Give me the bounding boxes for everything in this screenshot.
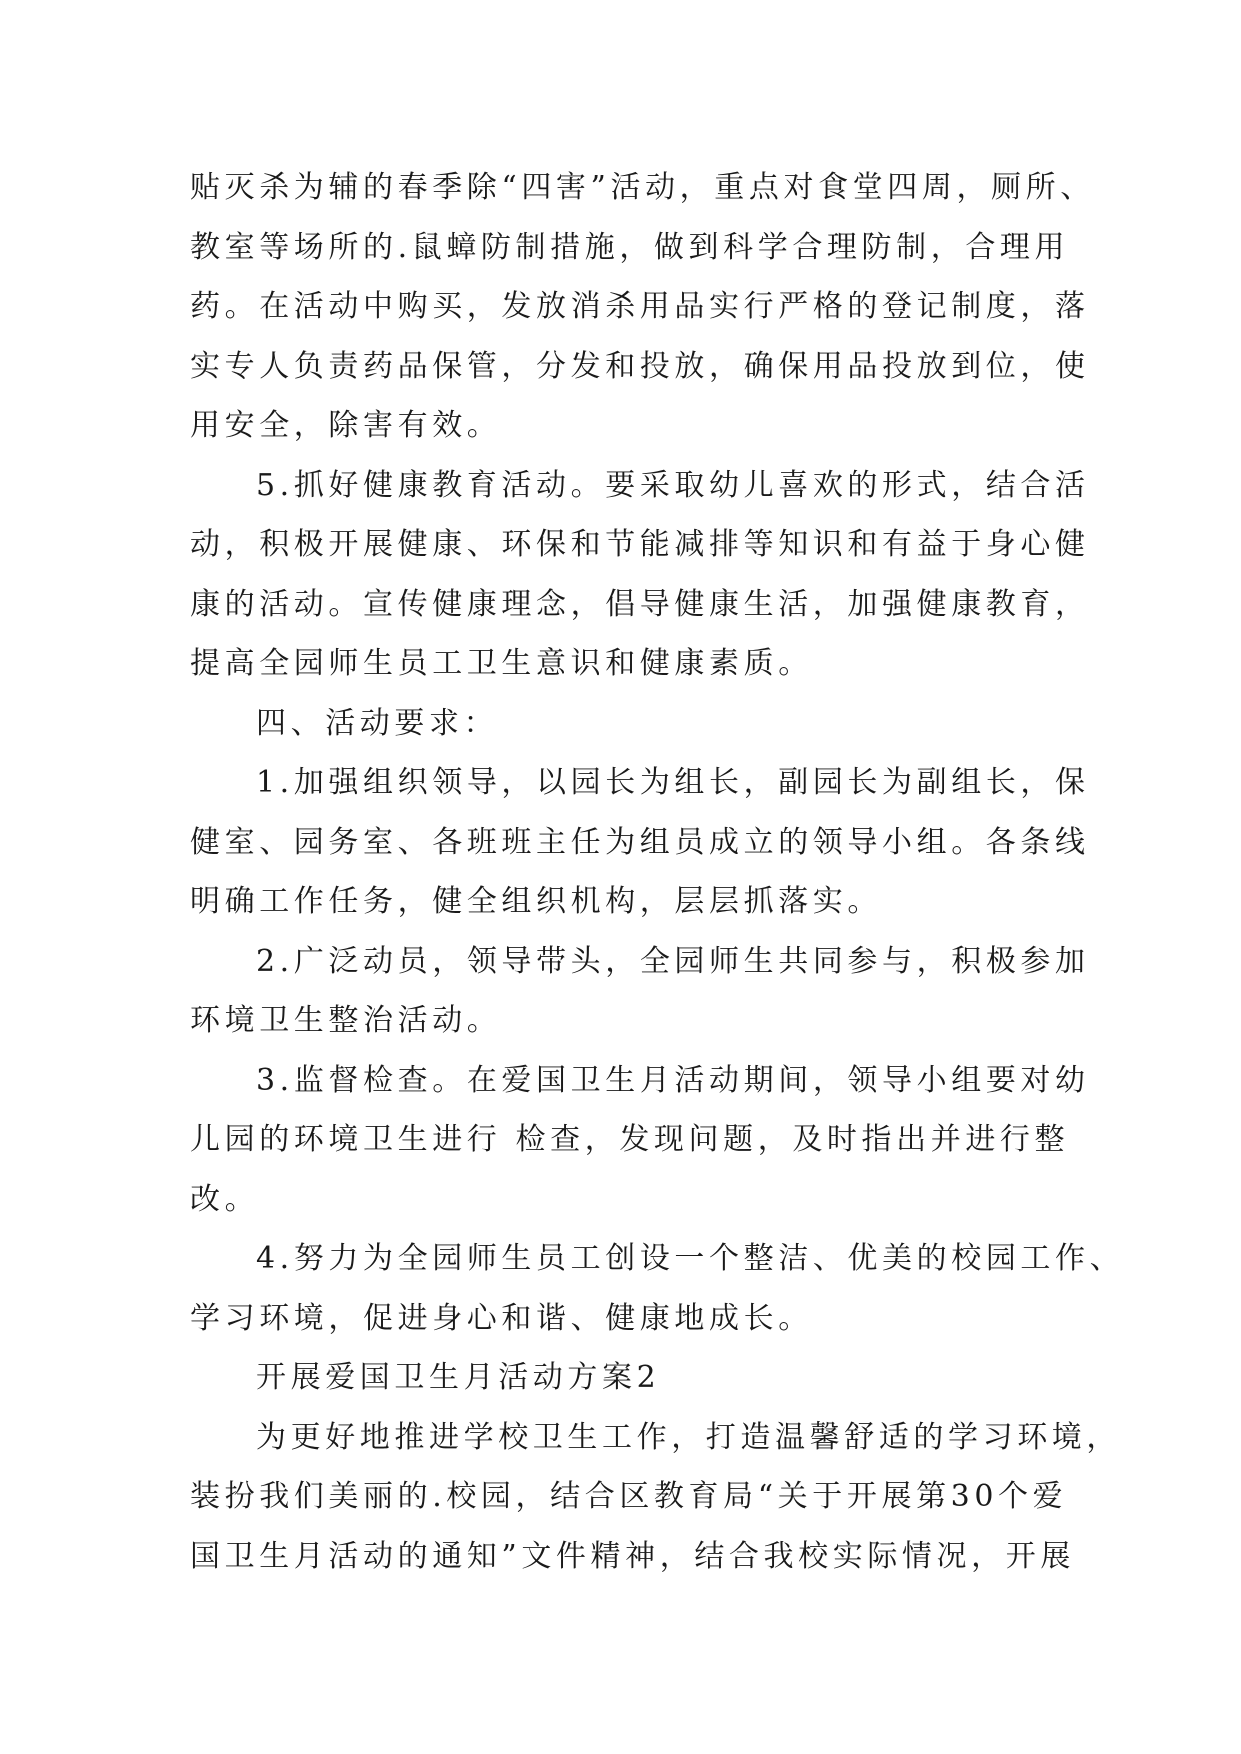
text-line: 3.监督检查。在爱国卫生月活动期间，领导小组要对幼: [256, 1062, 1090, 1098]
text-line: 康的活动。宣传健康理念，倡导健康生活，加强健康教育，: [190, 586, 1090, 622]
text-line: 明确工作任务，健全组织机构，层层抓落实。: [190, 884, 882, 919]
text-line: 用安全，除害有效。: [190, 408, 502, 443]
text-line: 健室、园务室、各班班主任为组员成立的领导小组。各条线: [190, 824, 1090, 860]
text-line: 4.努力为全园师生员工创设一个整洁、优美的校园工作、: [256, 1241, 1125, 1276]
text-line: 装扮我们美丽的.校园，结合区教育局“关于开展第30个爱: [190, 1479, 1068, 1514]
text-line: 药。在活动中购买，发放消杀用品实行严格的登记制度，落: [190, 289, 1090, 324]
text-line: 实专人负责药品保管，分发和投放，确保用品投放到位，使: [190, 348, 1090, 384]
text-line: 2.广泛动员，领导带头，全园师生共同参与，积极参加: [256, 943, 1090, 979]
text-line: 四、活动要求：: [256, 705, 499, 741]
text-line: 国卫生月活动的通知”文件精神，结合我校实际情况，开展: [190, 1538, 1075, 1574]
text-line: 改。: [190, 1181, 260, 1217]
text-line: 儿园的环境卫生进行 检查，发现问题，及时指出并进行整: [190, 1122, 1070, 1157]
text-line: 提高全园师生员工卫生意识和健康素质。: [190, 646, 813, 681]
text-line: 动，积极开展健康、环保和节能减排等知识和有益于身心健: [190, 527, 1090, 562]
document-body: [190, 158, 1125, 1586]
text-line: 学习环境，促进身心和谐、健康地成长。: [190, 1300, 813, 1336]
text-line: 开展爱国卫生月活动方案2: [256, 1360, 661, 1395]
text-line: 环境卫生整治活动。: [190, 1003, 502, 1038]
text-line: 贴灭杀为辅的春季除“四害”活动，重点对食堂四周，厕所、: [190, 170, 1095, 205]
text-line: 1.加强组织领导，以园长为组长，副园长为副组长，保: [256, 765, 1090, 800]
text-line: 为更好地推进学校卫生工作，打造温馨舒适的学习环境，: [256, 1419, 1121, 1455]
text-line: 教室等场所的.鼠蟑防制措施，做到科学合理防制，合理用: [190, 229, 1070, 265]
text-line: 5.抓好健康教育活动。要采取幼儿喜欢的形式，结合活: [256, 467, 1090, 503]
